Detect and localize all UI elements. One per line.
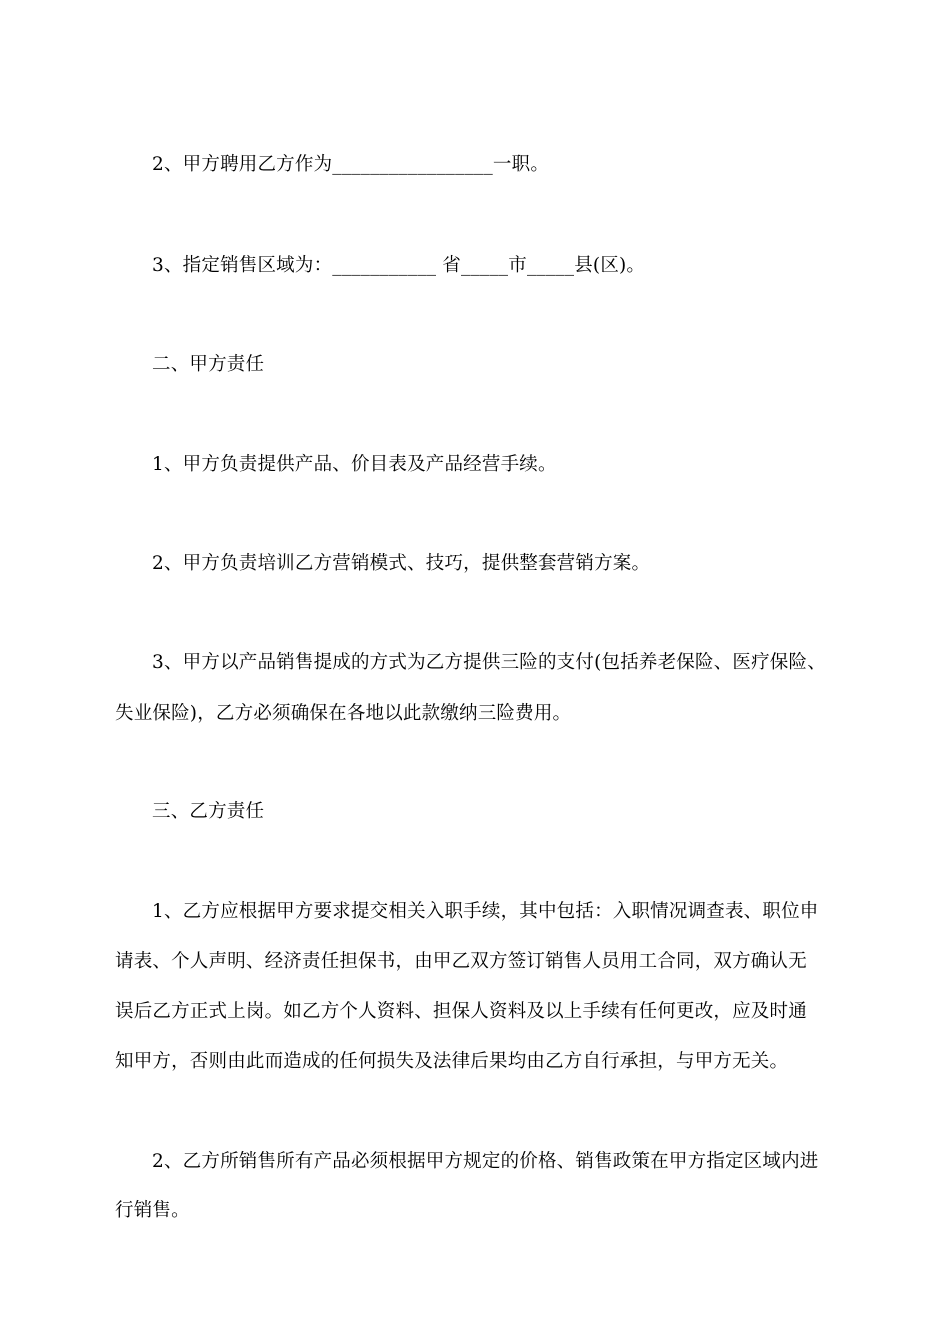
clause-2-position: 2、甲方聘用乙方作为_________________一职。	[152, 154, 550, 175]
party-a-clause-2: 2、甲方负责培训乙方营销模式、技巧，提供整套营销方案。	[152, 553, 651, 574]
party-b-clause-1-line-1: 1、乙方应根据甲方要求提交相关入职手续，其中包括：入职情况调查表、职位申	[152, 901, 819, 922]
party-a-clause-3-line-2: 失业保险)，乙方必须确保在各地以此款缴纳三险费用。	[115, 703, 572, 724]
party-a-clause-1: 1、甲方负责提供产品、价目表及产品经营手续。	[152, 454, 557, 475]
party-b-clause-1-line-4: 知甲方，否则由此而造成的任何损失及法律后果均由乙方自行承担，与甲方无关。	[115, 1051, 789, 1072]
section-heading-party-b: 三、乙方责任	[152, 801, 265, 822]
party-a-clause-3-line-1: 3、甲方以产品销售提成的方式为乙方提供三险的支付(包括养老保险、医疗保险、	[152, 652, 826, 673]
party-b-clause-2-line-1: 2、乙方所销售所有产品必须根据甲方规定的价格、销售政策在甲方指定区域内进	[152, 1151, 819, 1172]
party-b-clause-2-line-2: 行销售。	[115, 1200, 190, 1221]
party-b-clause-1-line-3: 误后乙方正式上岗。如乙方个人资料、担保人资料及以上手续有任何更改，应及时通	[115, 1001, 807, 1022]
clause-3-sales-region: 3、指定销售区域为：___________ 省_____市_____县(区)。	[152, 255, 646, 276]
party-b-clause-1-line-2: 请表、个人声明、经济责任担保书，由甲乙双方签订销售人员用工合同，双方确认无	[115, 951, 807, 972]
section-heading-party-a: 二、甲方责任	[152, 354, 265, 375]
